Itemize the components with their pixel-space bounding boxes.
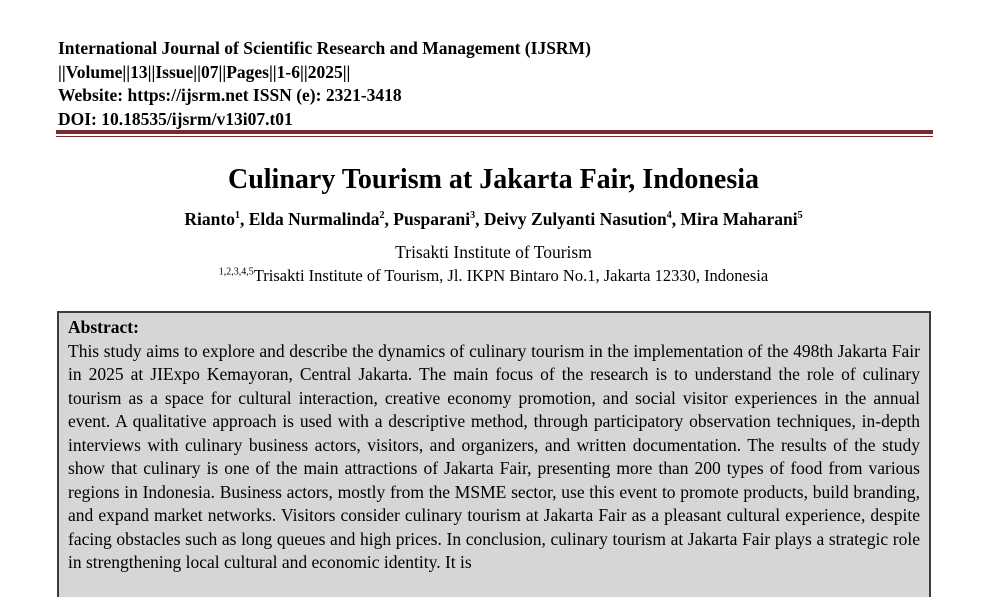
author-sup: 2 bbox=[379, 210, 385, 222]
author-sup: 5 bbox=[797, 210, 803, 222]
volume-line: ||Volume||13||Issue||07||Pages||1-6||2025|| bbox=[58, 61, 351, 82]
abstract-box bbox=[57, 311, 931, 597]
doi-line: DOI: 10.18535/ijsrm/v13i07.t01 bbox=[58, 109, 293, 130]
journal-name: International Journal of Scientific Research and Management (IJSRM) bbox=[58, 38, 591, 58]
paper-title: Culinary Tourism at Jakarta Fair, Indonesia bbox=[227, 164, 760, 195]
affiliation bbox=[0, 264, 987, 287]
author-name: Elda Nurmalinda bbox=[248, 209, 380, 229]
header-rule-thick bbox=[56, 130, 933, 134]
affiliation-text: Trisakti Institute of Tourism, Jl. IKPN Bintaro No.1, Jakarta 12330, Indonesia bbox=[253, 266, 769, 285]
website-line: Website: https://ijsrm.net ISSN (e): 2321-3418 bbox=[58, 85, 402, 106]
affiliation-sup: 1,2,3,4,5 bbox=[218, 266, 254, 278]
journal-header bbox=[58, 37, 591, 132]
abstract-label: Abstract: bbox=[68, 317, 139, 337]
author-name: Deivy Zulyanti Nasution bbox=[483, 209, 667, 229]
header-rule-thin bbox=[56, 136, 933, 137]
author-sup: 4 bbox=[666, 210, 672, 222]
institution: Trisakti Institute of Tourism bbox=[395, 242, 592, 262]
author-name: Rianto bbox=[184, 209, 235, 229]
author-sup: 1 bbox=[234, 210, 240, 222]
author-sup: 3 bbox=[470, 210, 476, 222]
author-list: Rianto$^1$, Elda Nurmalinda$^2$, Pusparani$^3$, Deivy Zulyanti Nasution$^4$, Mira Maharani$^5$ bbox=[184, 209, 803, 229]
author-name: Pusparani bbox=[393, 209, 471, 229]
author-name: Mira Maharani bbox=[680, 209, 798, 229]
abstract-text: This study aims to explore and describe the dynamics of culinary tourism in the implementation of the 498th Jakarta Fair in 2025 at JIExpo Kemayoran, Central Jakarta. The main focus of the research is to understand the role of culinary tourism as a space for cultural interaction, creative economy promotion, and social visitor experiences in the annual event. A qualitative approach is used with a descriptive method, through participatory observation techniques, in-depth interviews with culinary business actors, visitors, and organizers, and written documentation. The results of the study show that culinary is one of the main attractions of Jakarta Fair, presenting more than 200 types of food from various regions in Indonesia. Business actors, mostly from the MSME sector, use this event to promote products, build branding, and expand market networks. Visitors consider culinary tourism at Jakarta Fair as a pleasant cultural experience, despite facing obstacles such as long queues and high prices. In conclusion, culinary tourism at Jakarta Fair plays a strategic role in strengthening local cultural and economic identity. It is bbox=[68, 340, 920, 572]
